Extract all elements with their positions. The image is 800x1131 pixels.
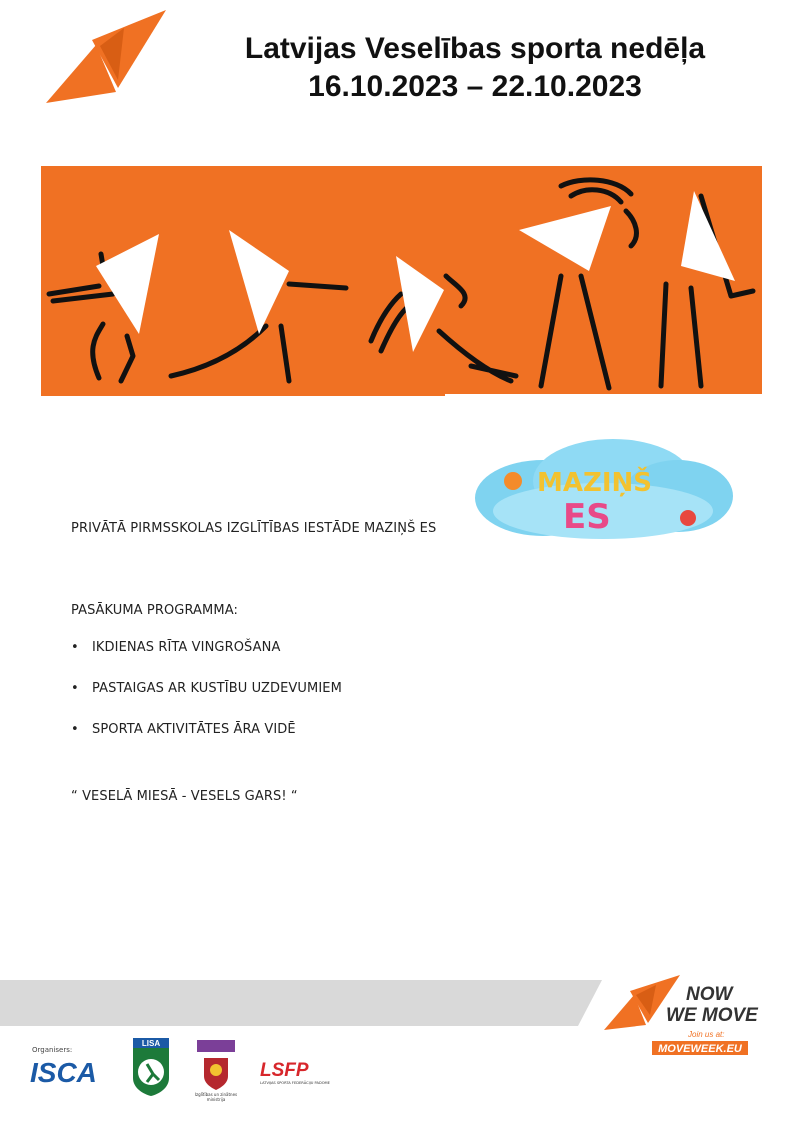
list-item (71, 681, 342, 722)
organisers-label: Organisers: (32, 1046, 73, 1054)
now-we-move-logo (600, 975, 760, 1060)
title-dates: 16.10.2023 – 22.10.2023 (308, 70, 642, 103)
ministry-text-line2: ministrija (206, 1097, 226, 1102)
program-item-text: PASTAIGAS AR KUSTĪBU UZDEVUMIEM (92, 681, 342, 696)
nww-join-text: Join us at: (688, 1030, 725, 1039)
nww-url: MOVEWEEK.EU (658, 1043, 742, 1055)
list-item (71, 640, 342, 681)
ministry-logo (192, 1040, 240, 1102)
nww-line1: NOW (686, 984, 733, 1005)
moveweek-logo-icon (44, 10, 168, 106)
lsfp-logo-text: LSFP (260, 1060, 309, 1081)
nww-line2: WE MOVE (666, 1005, 758, 1026)
page-title (190, 30, 760, 106)
lsfp-logo (258, 1058, 338, 1086)
isca-logo (30, 1056, 118, 1086)
program-item-text: IKDIENAS RĪTA VINGROŠANA (92, 640, 281, 655)
bullet-icon: • (71, 681, 79, 696)
kindergarten-logo-word1: MAZIŅŠ (537, 468, 653, 498)
kindergarten-logo (473, 436, 735, 546)
lisa-logo-text: LISA (141, 1039, 161, 1048)
program-heading: PASĀKUMA PROGRAMMA: (71, 603, 238, 618)
program-item-text: SPORTA AKTIVITĀTES ĀRA VIDĒ (92, 722, 296, 737)
ministry-text-line1: Izglītības un zinātnes (194, 1092, 238, 1097)
sport-figures-banner (41, 166, 762, 396)
school-name: PRIVĀTĀ PIRMSSKOLAS IZGLĪTĪBAS IESTĀDE MAZIŅŠ ES (71, 521, 437, 536)
kindergarten-logo-word2: ES (563, 497, 611, 537)
lsfp-subtext: LATVIJAS SPORTA FEDERĀCIJU PADOME (260, 1081, 330, 1085)
lisa-logo (131, 1038, 171, 1096)
isca-logo-text: ISCA (30, 1057, 97, 1086)
bullet-icon: • (71, 640, 79, 655)
list-item (71, 722, 342, 763)
bullet-icon: • (71, 722, 79, 737)
title-line-1: Latvijas Veselības sporta nedēļa (244, 32, 706, 65)
motto: “ VESELĀ MIESĀ - VESELS GARS! “ (71, 789, 298, 804)
program-list (71, 640, 342, 763)
